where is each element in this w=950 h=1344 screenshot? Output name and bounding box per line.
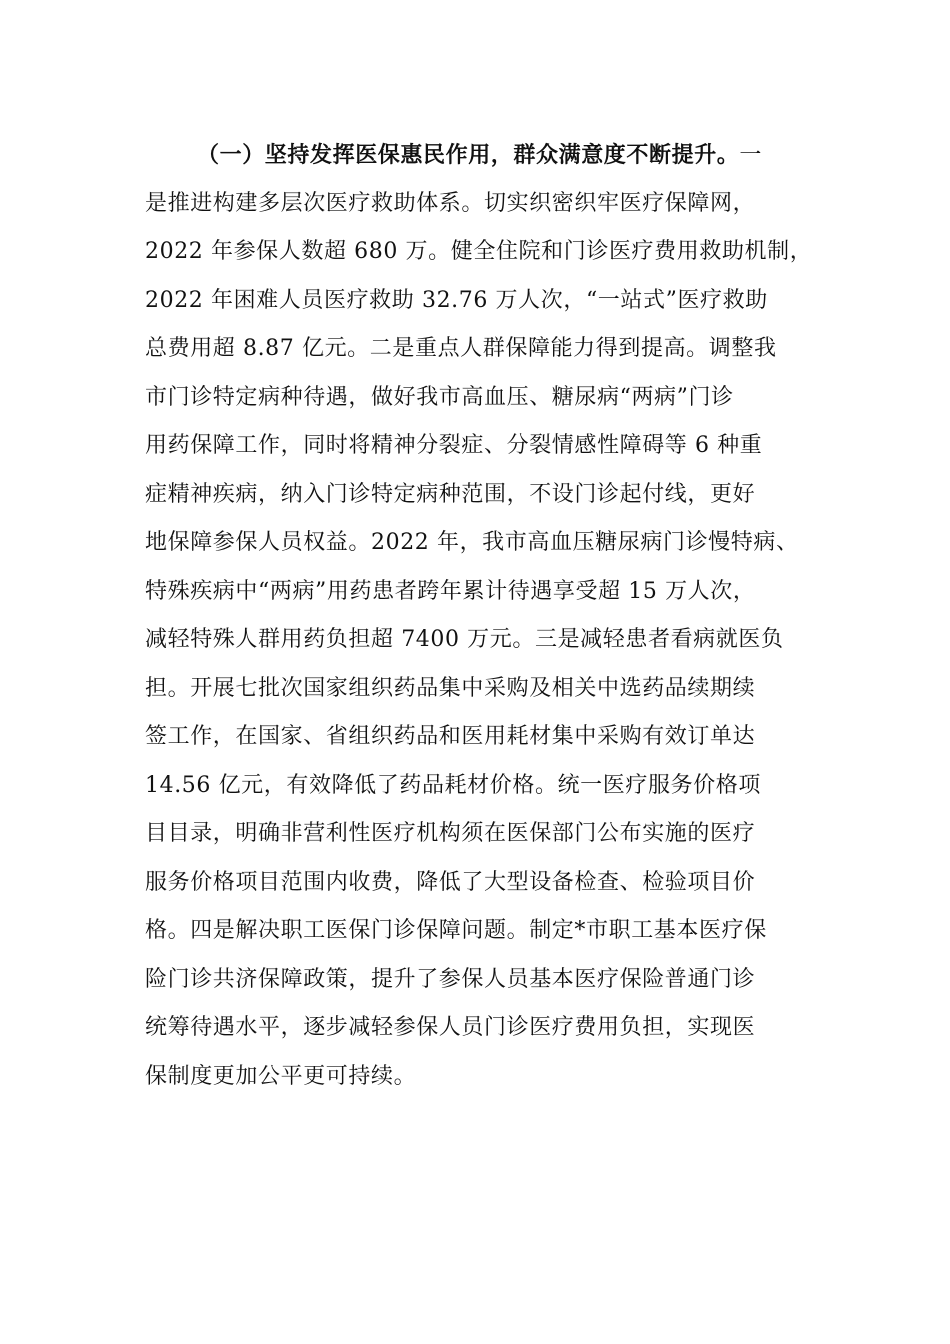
paragraph-line-14: 14.56 亿元，有效降低了药品耗材价格。统一医疗服务价格项 — [145, 772, 761, 798]
paragraph-line-15: 目目录，明确非营利性医疗机构须在医保部门公布实施的医疗 — [145, 821, 756, 846]
paragraph-line-18: 险门诊共济保障政策，提升了参保人员基本医疗保险普通门诊 — [145, 966, 756, 992]
paragraph-line-8: 症精神疾病，纳入门诊特定病种范围，不设门诊起付线，更好 — [145, 481, 756, 507]
paragraph-line-9: 地保障参保人员权益。2022 年，我市高血压糖尿病门诊慢特病、 — [145, 530, 799, 555]
paragraph-line-7: 用药保障工作，同时将精神分裂症、分裂情感性障碍等 6 种重 — [145, 433, 763, 458]
paragraph-line-6: 市门诊特定病种待遇，做好我市高血压、糖尿病“两病”门诊 — [145, 384, 734, 410]
paragraph-line-5: 总费用超 8.87 亿元。二是重点人群保障能力得到提高。调整我 — [145, 336, 777, 361]
paragraph-line-16: 服务价格项目范围内收费，降低了大型设备检查、检验项目价 — [145, 869, 756, 895]
paragraph-line-12: 担。开展七批次国家组织药品集中采购及相关中选药品续期续 — [145, 675, 756, 701]
paragraph-line-4: 2022 年困难人员医疗救助 32.76 万人次，“一站式”医疗救助 — [145, 287, 768, 313]
paragraph-line-1 — [145, 131, 805, 180]
paragraph-line-17: 格。四是解决职工医保门诊保障问题。制定*市职工基本医疗保 — [145, 918, 767, 943]
line-text: 一 — [739, 143, 763, 168]
paragraph-line-3: 2022 年参保人数超 680 万。健全住院和门诊医疗费用救助机制， — [145, 239, 813, 264]
body-paragraph — [145, 131, 813, 1101]
paragraph-line-19: 统筹待遇水平，逐步减轻参保人员门诊医疗费用负担，实现医 — [145, 1015, 756, 1040]
paragraph-line-13: 签工作，在国家、省组织药品和医用耗材集中采购有效订单达 — [145, 724, 756, 749]
section-heading: （一）坚持发挥医保惠民作用，群众满意度不断提升。 — [197, 142, 740, 168]
paragraph-line-2: 是推进构建多层次医疗救助体系。切实织密织牢医疗保障网， — [145, 190, 756, 216]
paragraph-line-11: 减轻特殊人群用药负担超 7400 万元。三是减轻患者看病就医负 — [145, 627, 784, 652]
paragraph-line-10: 特殊疾病中“两病”用药患者跨年累计待遇享受超 15 万人次， — [145, 578, 756, 604]
paragraph-line-20: 保制度更加公平更可持续。 — [145, 1063, 417, 1089]
